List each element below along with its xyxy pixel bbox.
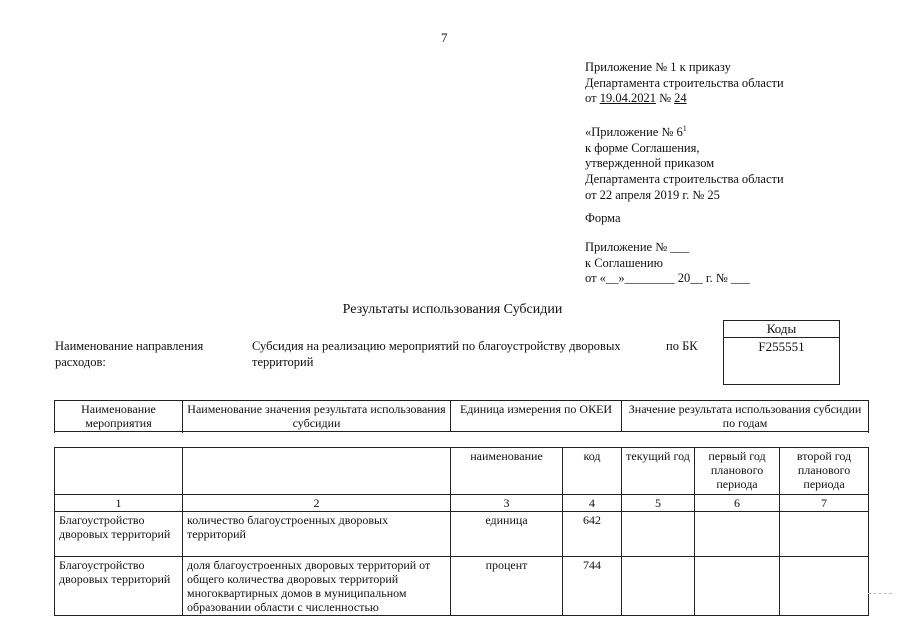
column-number: 1 bbox=[55, 495, 183, 512]
page-title: Результаты использования Субсидии bbox=[342, 302, 563, 317]
header-activity-cont bbox=[55, 448, 183, 495]
annex-agreement-line2: к Соглашению bbox=[585, 255, 663, 270]
row-plan2-value bbox=[780, 557, 869, 616]
annex-agreement-line1: Приложение № ___ bbox=[585, 240, 690, 254]
direction-value: Субсидия на реализацию мероприятий по благоустройству дворовых территорий bbox=[252, 339, 621, 369]
table-row bbox=[55, 557, 869, 616]
column-number: 3 bbox=[451, 495, 563, 512]
annex-order-number: 24 bbox=[674, 91, 687, 106]
column-number: 4 bbox=[563, 495, 622, 512]
row-plan1-value bbox=[695, 557, 780, 616]
header-result-name-cont bbox=[183, 448, 451, 495]
annex-agreement-line3: от «__»________ 20__ г. № ___ bbox=[585, 271, 750, 286]
row-code: 642 bbox=[563, 512, 622, 557]
table-row bbox=[55, 512, 869, 557]
annex-order-block bbox=[585, 60, 784, 107]
header-result-value: Значение результата использования субсидии по годам bbox=[622, 401, 869, 432]
scan-artifact-line bbox=[868, 593, 892, 594]
annex-form-line2: к форме Соглашения, bbox=[585, 140, 700, 155]
annex-form-line4: Департамента строительства области bbox=[585, 171, 784, 186]
row-activity: Благоустройство дворовых территорий bbox=[55, 512, 183, 557]
row-plan1-value bbox=[695, 512, 780, 557]
form-label: Форма bbox=[585, 211, 621, 225]
annex-order-prefix: от bbox=[585, 91, 597, 106]
annex-order-date: 19.04.2021 bbox=[599, 91, 656, 106]
header-result-name: Наименование значения результата использования субсидии bbox=[183, 401, 451, 432]
annex-agreement-block bbox=[585, 240, 750, 287]
annex-form-line1 bbox=[585, 121, 784, 141]
annex-form-line3: утвержденной приказом bbox=[585, 156, 715, 171]
column-number: 6 bbox=[695, 495, 780, 512]
codes-value: F255551 bbox=[758, 339, 805, 354]
direction-label: Наименование направления расходов: bbox=[55, 339, 204, 369]
header-okei-unit: Единица измерения по ОКЕИ bbox=[451, 401, 622, 432]
header-okei-name: наименование bbox=[451, 448, 563, 495]
page-number: 7 bbox=[441, 30, 448, 45]
column-number: 2 bbox=[183, 495, 451, 512]
annex-form-line5: от 22 апреля 2019 г. № 25 bbox=[585, 187, 720, 202]
header-okei-code: код bbox=[563, 448, 622, 495]
annex-form-block bbox=[585, 121, 784, 203]
annex-order-line1: Приложение № 1 к приказу bbox=[585, 60, 731, 74]
annex-order-no-sign: № bbox=[659, 91, 671, 106]
row-activity: Благоустройство дворовых территорий bbox=[55, 557, 183, 616]
row-result: доля благоустроенных дворовых территорий от общего количества дворовых территорий многоквартирных домов в муниципальном образовании области с численностью bbox=[183, 557, 451, 616]
header-activity: Наименование мероприятия bbox=[55, 401, 183, 432]
codes-header: Коды bbox=[724, 321, 839, 338]
column-number: 7 bbox=[780, 495, 869, 512]
results-table bbox=[54, 400, 869, 616]
row-code: 744 bbox=[563, 557, 622, 616]
annex-form-line1-text: «Приложение № 6 bbox=[585, 125, 683, 140]
row-unit: процент bbox=[451, 557, 563, 616]
annex-order-line3 bbox=[585, 91, 784, 107]
column-number: 5 bbox=[622, 495, 695, 512]
row-current-value bbox=[622, 512, 695, 557]
row-result: количество благоустроенных дворовых территорий bbox=[183, 512, 451, 557]
codes-box bbox=[723, 320, 840, 385]
row-unit: единица bbox=[451, 512, 563, 557]
header-plan-year-2: второй год планового периода bbox=[780, 448, 869, 495]
annex-form-footnote-mark: 1 bbox=[682, 124, 687, 133]
bk-label: по БК bbox=[666, 339, 698, 353]
header-plan-year-1: первый год планового периода bbox=[695, 448, 780, 495]
row-plan2-value bbox=[780, 512, 869, 557]
row-current-value bbox=[622, 557, 695, 616]
header-current-year: текущий год bbox=[622, 448, 695, 495]
annex-order-line2: Департамента строительства области bbox=[585, 75, 784, 90]
